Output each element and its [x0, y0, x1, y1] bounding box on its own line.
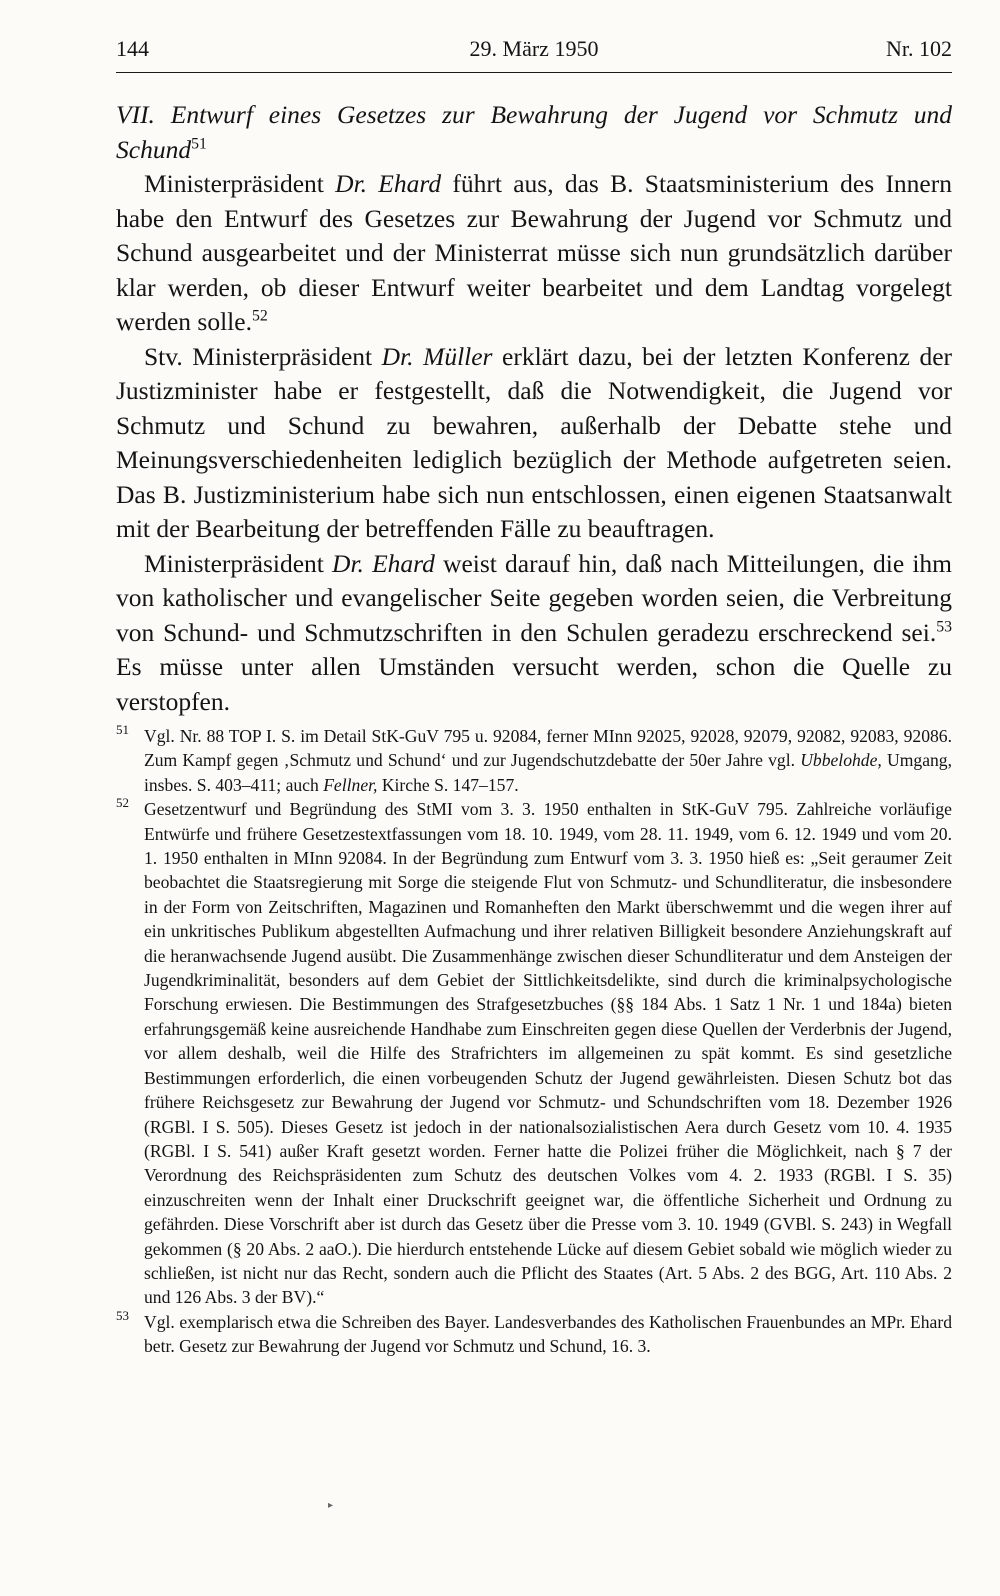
paragraph-text: Es müsse unter allen Umständen versucht werden, schon die Quelle zu verstopfen. — [116, 652, 952, 716]
author-citation: Ubbelohde, — [800, 750, 882, 771]
footnote-ref-51[interactable]: 51 — [191, 135, 207, 152]
paragraph-1 — [116, 167, 952, 340]
document-number: Nr. 102 — [886, 36, 952, 61]
stray-mark: ▸ — [328, 1500, 334, 1511]
paragraph-text: Stv. Ministerpräsident — [144, 341, 382, 371]
footnote-ref-52[interactable]: 52 — [251, 307, 268, 325]
footnote-ref-53[interactable]: 53 — [936, 618, 952, 635]
main-text — [116, 98, 952, 719]
person-title: Dr. — [381, 341, 414, 371]
footnote-text: Vgl. Nr. 88 TOP I. S. im Detail StK-GuV 795 u. 92084, ferner MInn 92025, 92028, 92079, 92082, 92083, 92086. Zum Kampf gegen ‚Schmutz und Schund‘ und zur Jugendschutzdebatte der 50er Jahre vgl. — [144, 726, 952, 771]
running-header — [116, 32, 952, 73]
footnote-53 — [116, 1307, 952, 1359]
paragraph-text: führt aus, das B. Staatsministerium des Innern habe den Entwurf des Gesetzes zur Bewahrung der Jugend vor Schmutz und Schund ausgearbeitet und der Ministerrat müsse sich nun grundsätzlich darüber klar werden, ob dieser Entwurf weiter bearbeitet und dem Landtag vorgelegt werden solle. — [116, 169, 952, 336]
footnotes — [116, 724, 952, 1359]
person-name: Dr. Ehard — [332, 548, 435, 578]
paragraph-3 — [116, 547, 952, 720]
footnote-text: Gesetzentwurf und Begründung des StMI vom 3. 3. 1950 enthalten in StK-GuV 795. Zahlreiche vorläufige Entwürfe und frühere Gesetzestextfassungen vom 18. 10. 1949, vom 28. 11. 1949, vom 6. 12. 1949 und vom 20. 1. 1950 enthalten in MInn 92084. In der Begründung zum Entwurf vom 3. 3. 1950 hieß es: „Seit geraumer Zeit beobachtet die Staatsregierung mit Sorge die steigende Flut von Schmutz- und Schundliteratur, die insbesondere in der Form von Zeitschriften, Magazinen und Romanheften den Markt überschwemmt und die wegen ihrer auf ein unkritisches Publikum abgestellten Aufmachung und ihrer relativen Billigkeit besondere Anziehungskraft auf die heranwachsende Jugend ausübt. Die Zusammenhänge zwischen dieser Schundliteratur und dem Ansteigen der Jugendkriminalität, besonders auf dem Gebiet der Sittlichkeitsdelikte, sind durch die kriminalpsychologische Forschung erwiesen. Die Bestimmungen des Strafgesetzbuches (§§ 184 Abs. 1 Satz 1 Nr. 1 und 184a) bieten erfahrungsgemäß keine ausreichende Handhabe zum Einschreiten gegen diese Quellen der Verderbnis der Jugend, vor allem deshalb, weil die Hilfe des Strafrichters im allgemeinen zu spät kommt. Es sind gesetzliche Bestimmungen erforderlich, die einen vorbeugenden Schutz der Jugend gewährleisten. Diesen Schutz bot das frühere Reichsgesetz zur Bewahrung der Jugend vor Schmutz- und Schundschriften vom 18. Dezember 1926 (RGBl. I S. 505). Dieses Gesetz ist jedoch in der nationalsozialistischen Aera durch Gesetz vom 10. 4. 1935 (RGBl. I S. 541) außer Kraft gesetzt worden. Ferner hatte die Polizei früher die Möglichkeit, nach § 7 der Verordnung des Reichspräsidenten zum Schutz des deutschen Volkes vom 4. 2. 1933 (RGBl. I S. 35) einzuschreiten wenn der Inhalt einer Druckschrift geeignet war, die öffentliche Sicherheit und Ordnung zu gefährden. Diese Vorschrift aber ist durch das Gesetz über die Presse vom 3. 10. 1949 (GVBl. S. 243) in Wegfall gekommen (§ 20 Abs. 2 aaO.). Die hierdurch entstehende Lücke auf diesem Gebiet sobald wie möglich wieder zu schließen, ist nicht nur das Recht, sondern auch die Pflicht des Staates (Art. 5 Abs. 2 des BGG, Art. 110 Abs. 2 und 126 Abs. 3 der BV).“ — [144, 799, 952, 1308]
footnote-text: Vgl. exemplarisch etwa die Schreiben des Bayer. Landesverbandes des Katholischen Frauenbundes an MPr. Ehard betr. Gesetz zur Bewahrung der Jugend vor Schmutz und Schund, 16. 3. — [144, 1311, 952, 1357]
paragraph-2 — [116, 340, 952, 547]
paragraph-text: Ministerpräsident — [144, 548, 333, 578]
author-citation: Fellner, — [323, 774, 378, 795]
page-number: 144 — [116, 36, 149, 61]
paragraph-text: weist darauf hin, daß nach Mitteilungen, die ihm von katholischer und evangelischer Seite gegeben worden seien, die Verbreitung von Schund- und Schmutzschriften in den Schulen geradezu erschreckend sei. — [116, 548, 952, 647]
header-date: 29. März 1950 — [469, 36, 599, 61]
footnote-number: 53 — [116, 1307, 129, 1323]
section-title-text: VII. Entwurf eines Gesetzes zur Bewahrung der Jugend vor Schmutz und Schund — [116, 100, 952, 164]
person-name: Müller — [423, 341, 493, 371]
footnote-52 — [116, 797, 952, 1310]
footnote-51 — [116, 724, 952, 797]
paragraph-text: Ministerpräsident — [144, 169, 336, 198]
footnote-text: Umgang, insbes. S. 403–411; auch — [144, 750, 952, 795]
footnote-number: 52 — [116, 795, 129, 811]
person-name: Dr. Ehard — [335, 169, 442, 198]
section-title — [116, 98, 952, 167]
paragraph-text: erklärt dazu, bei der letzten Konferenz der Justizminister habe er festgestellt, daß die Notwendigkeit, die Jugend vor Schmutz und Schund zu bewahren, außerhalb der Debatte stehe und Meinungsverschiedenheiten lediglich bezüglich der Methode aufgetreten seien. Das B. Justizministerium habe sich nun entschlossen, einen eigenen Staatsanwalt mit der Bearbeitung der betreffenden Fälle zu beauftragen. — [116, 341, 952, 543]
footnote-text: Kirche S. 147–157. — [377, 774, 519, 795]
footnote-number: 51 — [116, 722, 129, 737]
